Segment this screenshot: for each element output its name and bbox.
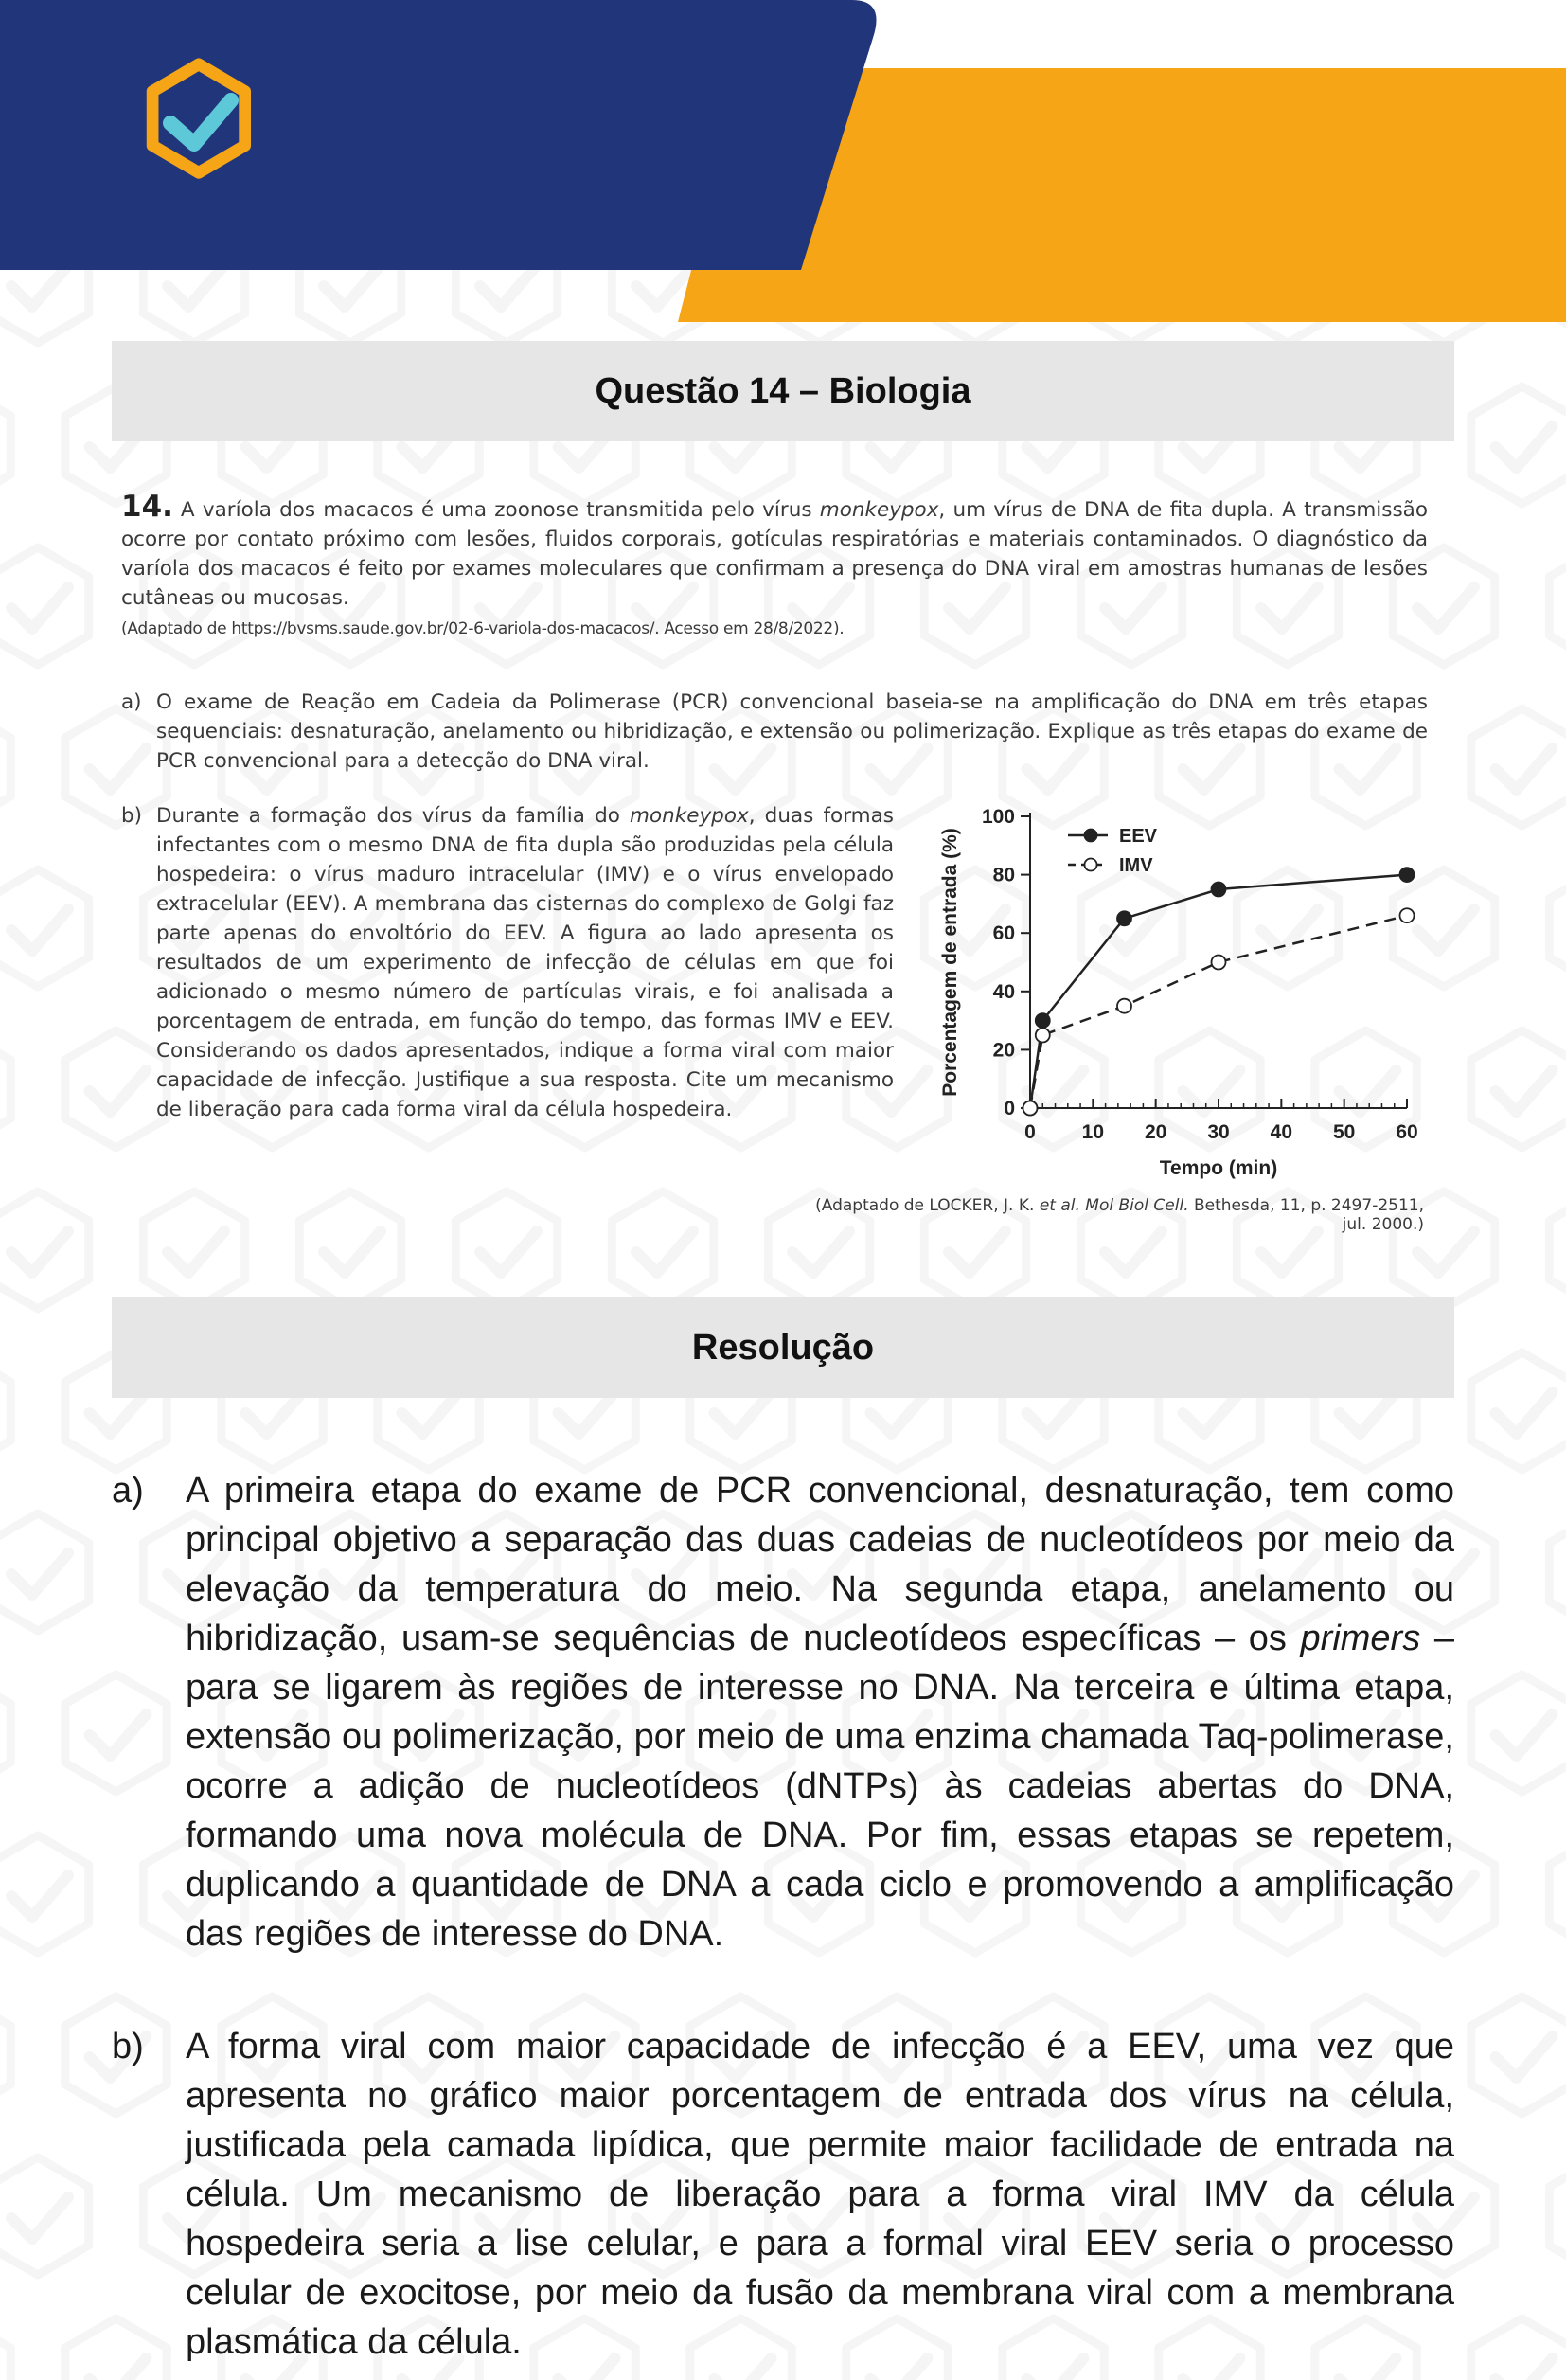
watermark-check-icon: [0, 2157, 89, 2275]
item-letter-a: a): [121, 690, 142, 714]
watermark-check-icon: [0, 2318, 10, 2380]
resolution-a-text-2: – para se ligarem às regiões de interesse no DNA. Na terceira e última etapa, extensão ou polimerização, por meio de uma enzima chamada Taq-polimerase, ocorre a adição de nucleotídeos (dNTPs) às cadeias abertas do DNA, formando uma nova molécula de DNA. Por fim, essas etapas se repetem, duplicando a quantidade de DNA a cada ciclo e promovendo a amplificação das regiões de interesse do DNA.: [186, 1619, 1454, 1954]
watermark-check-icon: [1549, 2157, 1566, 2275]
y-tick-label: 80: [992, 864, 1015, 886]
y-axis-label: Porcentagem de entrada (%): [939, 828, 961, 1097]
watermark-check-icon: [1471, 1996, 1566, 2114]
y-tick-label: 0: [1004, 1098, 1015, 1119]
watermark-check-icon: [1549, 547, 1566, 665]
resolution-a-text-1: A primeira etapa do exame de PCR convencional, desnaturação, tem como principal objetivo a separação das duas cadeias de nucleotídeos por meio da elevação da temperatura do meio. Na segunda etapa, anelamento ou hibridização, usam-se sequências de nucleotídeos específicas – os: [186, 1471, 1454, 1658]
x-tick-label: 30: [1207, 1121, 1230, 1143]
data-point-eev: [1036, 1013, 1050, 1028]
navy-banner: [0, 0, 877, 270]
chart-source-text-1: (Adaptado de LOCKER, J. K.: [815, 1196, 1040, 1215]
watermark-check-icon: [0, 1835, 89, 1953]
question-item-b: [121, 801, 894, 1124]
watermark-check-icon: [0, 1352, 10, 1470]
watermark-check-icon: [143, 1191, 244, 1309]
x-tick-label: 50: [1332, 1121, 1356, 1143]
y-tick-label: 40: [992, 980, 1015, 1003]
x-tick-label: 10: [1081, 1121, 1105, 1143]
legend-marker-imv: [1085, 859, 1097, 871]
watermark-check-icon: [0, 1996, 10, 2114]
question-item-a: [121, 688, 1428, 776]
intro-italic: monkeypox: [819, 498, 939, 522]
watermark-check-icon: [1549, 1513, 1566, 1631]
resolution-b-text: A forma viral com maior capacidade de infecção é a EEV, uma vez que apresenta no gráfico maior porcentagem de entrada dos vírus na célula, justificada pela camada lipídica, que permite maior facilidade de entrada na célula. Um mecanismo de liberação para a forma viral IMV da célula hospedeira seria a lise celular, e para a formal viral EEV seria o processo celular de exocitose, por meio da fusão da membrana viral com a membrana plasmática da célula.: [186, 2027, 1454, 2362]
watermark-check-icon: [299, 1191, 400, 1309]
intro-text-1: A varíola dos macacos é uma zoonose transmitida pelo vírus: [180, 498, 820, 522]
item-b-italic: monkeypox: [630, 804, 749, 828]
watermark-check-icon: [1549, 1191, 1566, 1309]
watermark-check-icon: [0, 1674, 10, 1792]
x-tick-label: 60: [1396, 1121, 1418, 1143]
resolution-title: Resolução: [691, 1327, 875, 1368]
watermark-check-icon: [1549, 869, 1566, 987]
x-axis-label: Tempo (min): [1159, 1157, 1278, 1179]
watermark-check-icon: [1471, 1674, 1566, 1792]
watermark-check-icon: [1471, 1352, 1566, 1470]
resolution-letter-a: a): [112, 1471, 144, 1511]
data-point-imv: [1023, 1101, 1038, 1116]
question-number: 14.: [121, 490, 173, 524]
y-tick-label: 100: [981, 806, 1015, 828]
y-tick-label: 20: [992, 1039, 1015, 1062]
x-tick-label: 40: [1270, 1121, 1293, 1143]
series-line-eev: [1030, 875, 1407, 1108]
watermark-check-icon: [1471, 1030, 1566, 1148]
watermark-check-icon: [0, 1513, 89, 1631]
watermark-check-icon: [1471, 2318, 1566, 2380]
chart-source-text-2: Bethesda, 11, p. 2497-2511, jul. 2000.): [1188, 1196, 1424, 1234]
data-point-imv: [1400, 908, 1415, 922]
question-intro: [121, 492, 1428, 644]
watermark-check-icon: [1471, 708, 1566, 826]
watermark-check-icon: [612, 1191, 713, 1309]
intro-text-2: , um vírus de DNA de fita dupla. A transmissão ocorre por contato próximo com lesões, fluidos corporais, gotículas respiratórias e materiais contaminados. O diagnóstico da varíola dos macacos é feito por exames moleculares que confirmam a presença do DNA viral em amostras humanas de lesões cutâneas ou mucosas.: [121, 498, 1428, 610]
resolution-letter-b: b): [112, 2027, 144, 2067]
watermark-check-icon: [1471, 386, 1566, 504]
watermark-check-icon: [0, 708, 10, 826]
item-b-text-1: Durante a formação dos vírus da família do: [156, 804, 631, 828]
question-source: (Adaptado de https://bvsms.saude.gov.br/02-6-variola-dos-macacos/. Acesso em 28/8/2022).: [121, 619, 845, 638]
x-tick-label: 0: [1024, 1121, 1036, 1143]
resolution-item-a: [112, 1466, 1454, 1959]
y-tick-label: 60: [992, 922, 1015, 945]
watermark-check-icon: [0, 547, 89, 665]
watermark-check-icon: [455, 1191, 557, 1309]
header-graphic: [0, 0, 1566, 350]
chart-source: [795, 1196, 1424, 1234]
resolution-a-text: [186, 1466, 1454, 1959]
data-point-imv: [1036, 1029, 1050, 1043]
watermark-check-icon: [1549, 1835, 1566, 1953]
watermark-check-icon: [0, 1191, 89, 1309]
data-point-eev: [1400, 868, 1415, 882]
legend-marker-eev: [1085, 830, 1097, 842]
question-title-band: [112, 341, 1454, 441]
question-title: Questão 14 – Biologia: [595, 370, 971, 411]
resolution-item-b: [112, 2022, 1454, 2367]
data-point-imv: [1117, 999, 1131, 1013]
chart-source-italic: et al. Mol Biol Cell.: [1039, 1196, 1189, 1215]
data-point-imv: [1212, 956, 1226, 970]
watermark-check-icon: [0, 386, 10, 504]
item-b-text: [156, 801, 894, 1124]
resolution-title-band: [112, 1297, 1454, 1398]
data-point-eev: [1117, 911, 1131, 925]
entry-percentage-chart: [928, 792, 1439, 1186]
resolution-a-italic: primers: [1300, 1619, 1421, 1658]
item-a-text: O exame de Reação em Cadeia da Polimerase (PCR) convencional baseia-se na amplificação do DNA em três etapas sequenciais: desnaturação, anelamento ou hibridização, e extensão ou polimerização. Explique as três etapas do exame de PCR convencional para a detecção do DNA viral.: [156, 690, 1428, 773]
data-point-eev: [1212, 883, 1226, 897]
legend-label-eev: EEV: [1119, 826, 1158, 847]
x-tick-label: 20: [1144, 1121, 1167, 1143]
watermark-check-icon: [0, 869, 89, 987]
watermark-check-icon: [0, 1030, 10, 1148]
item-b-text-2: , duas formas infectantes com o mesmo DNA de fita dupla são produzidas pela célula hospedeira: o vírus maduro intracelular (IMV) e o vírus envelopado extracelular (EEV). A membrana das cisternas do complexo de Golgi faz parte apenas do envoltório do EEV. A figura ao lado apresenta os resultados de um experimento de infecção de células em que foi adicionado o mesmo número de partículas virais, e foi analisada a porcentagem de entrada, em função do tempo, das formas IMV e EEV. Considerando os dados apresentados, indique a forma viral com maior capacidade de infecção. Justifique a sua resposta. Cite um mecanismo de liberação para cada forma viral da célula hospedeira.: [156, 804, 894, 1121]
item-letter-b: b): [121, 804, 143, 828]
series-line-imv: [1030, 916, 1407, 1108]
legend-label-imv: IMV: [1119, 855, 1153, 876]
